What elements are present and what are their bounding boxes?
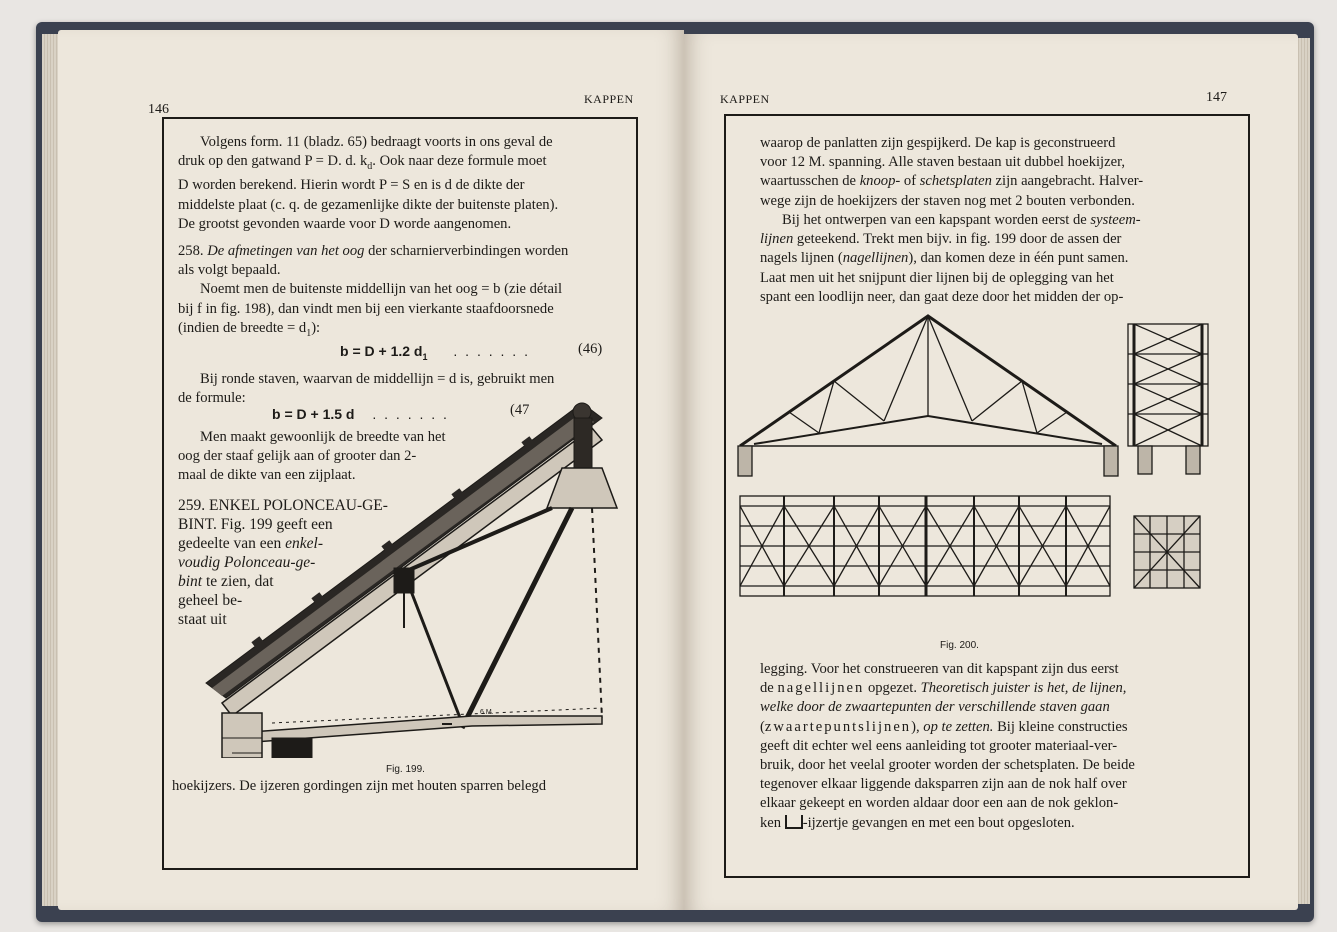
running-head-right: KAPPEN (720, 92, 770, 106)
para-ronde-staven: Bij ronde staven, waarvan de middellijn = d is, gebruikt men de formule: (178, 371, 555, 407)
figure-dimension-label: 6 M. (480, 709, 494, 716)
para-systeemlijnen: Bij het ontwerpen van een kapspant worden eerst de systeem- lijnen geteekend. Trekt men bijv. in fig. 199 door de assen der nagels lijnen (nagellijnen), dan komen deze in één punt samen. Laat men uit het snijpunt dier lijnen bij de oplegging van het spant een loodlijn neer, dan gaat deze door het midden der op- (760, 212, 1141, 305)
para-legging: legging. Voor het construeeren van dit kapspant zijn dus eerst de nagellijnen opgezet. Theoretisch juister is het, de lijnen, welke door de zwaartepunten der verschillende staven gaan (zwaartepuntslijnen), op te zetten. Bij kleine constructies geeft dit echter wel eens aanleiding tot grooter materiaal-ver- bruik, door het veelal grooter worden der schetsplaten. De beide tegenover elkaar liggende daksparren zijn aan de nok half over elkaar gekeept en worden aldaar door een aan de nok geklon- ken -ijzertje gevangen en met een bout opgesloten. (760, 661, 1135, 831)
section-258: 258. De afmetingen van het oog der scharnierverbindingen worden als volgt bepaald. Noemt men de buitenste middellijn van het oog = b (zie détail bij f in fig. 198), dan vindt men bij een vierkante staafdoorsnede (indien de breedte = $d_1$): (178, 243, 569, 339)
para-breedte: Men maakt gewoonlijk de breedte van het oog der staaf gelijk aan of grooter dan 2- maal de dikte van een zijplaat. (178, 429, 446, 484)
caption-fig-199: Fig. 199. (386, 764, 425, 775)
equation-number-46: (46) (578, 341, 603, 357)
section-259: 259. ENKEL POLONCEAU-GE- BINT. Fig. 199 geeft een gedeelte van een enkel- voudig Polonceau-ge- bint te zien, dat geheel be- staat uit (178, 497, 388, 628)
right-page (684, 34, 1298, 910)
formula-46: b = D + 1.2 $d_1$ . . . . . . . (340, 343, 530, 362)
last-line-left: hoekijzers. De ijzeren gordingen zijn met houten sparren belegd (172, 778, 547, 794)
page-number-right: 147 (1206, 90, 1227, 105)
para-panlatten: waarop de panlatten zijn gespijkerd. De kap is geconstrueerd voor 12 M. spanning. Alle staven bestaan uit dubbel hoekijzer, waartusschen de knoop- of schetsplaten zijn aangebracht. Halver- wege zijn de hoekijzers der staven nog met 2 bouten verbonden. (760, 135, 1144, 209)
caption-fig-200: Fig. 200. (940, 640, 979, 651)
formula-47: b = D + 1.5 d . . . . . . . (272, 406, 449, 422)
figure-199-polonceau-truss (162, 398, 634, 758)
left-page (58, 30, 684, 910)
u-profile-icon (785, 815, 803, 829)
figure-200-roof-truss (734, 306, 1244, 626)
para-formula-11: Volgens form. 11 (bladz. 65) bedraagt voorts in ons geval de druk op den gatwand P = D. d. $k_d$. Ook naar deze formule moet D worden berekend. Hierin wordt P = S en is d de dikte der middelste plaat (c. q. de gezamenlijke dikte der buitenste platen). De grootst gevonden waarde voor D worde aangenomen. (178, 134, 559, 232)
page-number-left: 146 (148, 102, 169, 117)
equation-number-47: (47 (510, 402, 530, 418)
page-edges-right (1296, 38, 1310, 904)
running-head-left: KAPPEN (584, 92, 634, 106)
